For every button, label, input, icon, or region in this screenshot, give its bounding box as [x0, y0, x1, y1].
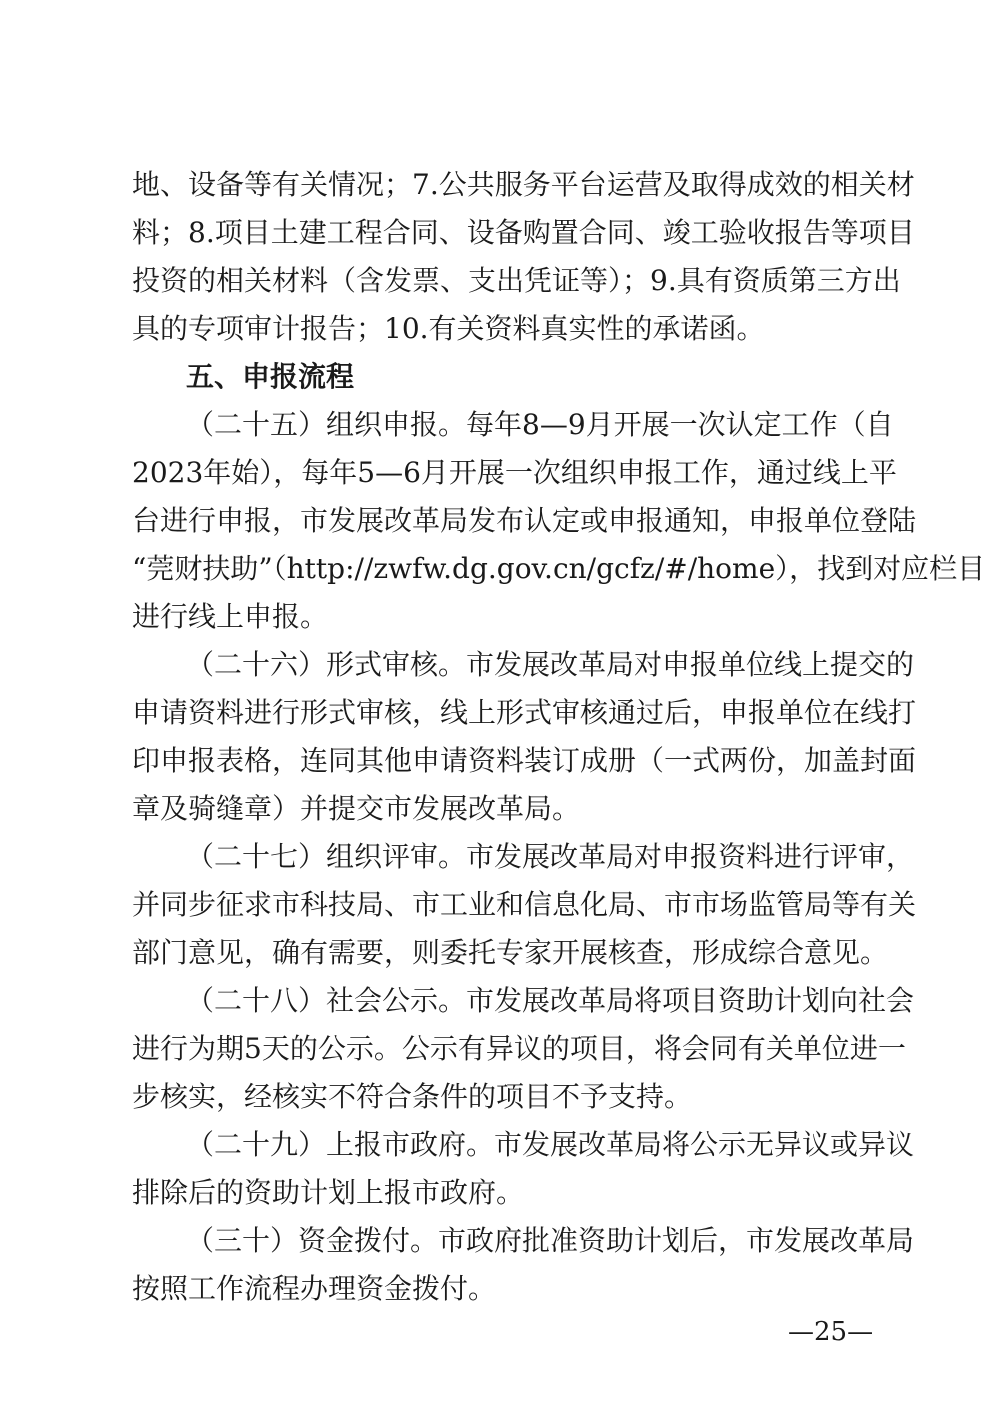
body-line: 申请资料进行形式审核，线上形式审核通过后，申报单位在线打 [132, 696, 917, 729]
body-line: 排除后的资助计划上报市政府。 [132, 1176, 525, 1209]
page-number: —25— [788, 1317, 874, 1347]
body-line: 进行为期5天的公示。公示有异议的项目，将会同有关单位进一 [132, 1032, 906, 1065]
body-line: 并同步征求市科技局、市工业和信息化局、市市场监管局等有关 [132, 888, 917, 921]
body-line: 进行线上申报。 [132, 600, 329, 633]
body-line: 台进行申报，市发展改革局发布认定或申报通知，申报单位登陆 [132, 504, 917, 537]
paragraph-first-line: （二十九）上报市政府。市发展改革局将公示无异议或异议 [186, 1128, 915, 1161]
body-line: 步核实，经核实不符合条件的项目不予支持。 [132, 1080, 693, 1113]
body-line: 地、设备等有关情况；7.公共服务平台运营及取得成效的相关材 [132, 168, 915, 201]
paragraph-first-line: （二十五）组织申报。每年8—9月开展一次认定工作（自 [186, 408, 894, 441]
body-line: 按照工作流程办理资金拨付。 [132, 1272, 497, 1305]
section-heading: 五、申报流程 [186, 360, 355, 393]
body-line: 2023年始），每年5—6月开展一次组织申报工作，通过线上平 [132, 456, 897, 489]
body-line: 印申报表格，连同其他申请资料装订成册（一式两份，加盖封面 [132, 744, 917, 777]
body-line: 部门意见，确有需要，则委托专家开展核查，形成综合意见。 [132, 936, 889, 969]
body-line: “莞财扶助”（http://zwfw.dg.gov.cn/gcfz/#/home），找到对应栏目 [132, 552, 986, 585]
paragraph-first-line: （二十八）社会公示。市发展改革局将项目资助计划向社会 [186, 984, 915, 1017]
body-line: 料；8.项目土建工程合同、设备购置合同、竣工验收报告等项目 [132, 216, 915, 249]
body-line: 章及骑缝章）并提交市发展改革局。 [132, 792, 581, 825]
paragraph-first-line: （二十六）形式审核。市发展改革局对申报单位线上提交的 [186, 648, 915, 681]
paragraph-first-line: （二十七）组织评审。市发展改革局对申报资料进行评审， [186, 840, 915, 873]
body-line: 具的专项审计报告；10.有关资料真实性的承诺函。 [132, 312, 765, 345]
paragraph-first-line: （三十）资金拨付。市政府批准资助计划后，市发展改革局 [186, 1224, 915, 1257]
body-line: 投资的相关材料（含发票、支出凭证等）；9.具有资质第三方出 [132, 264, 901, 297]
